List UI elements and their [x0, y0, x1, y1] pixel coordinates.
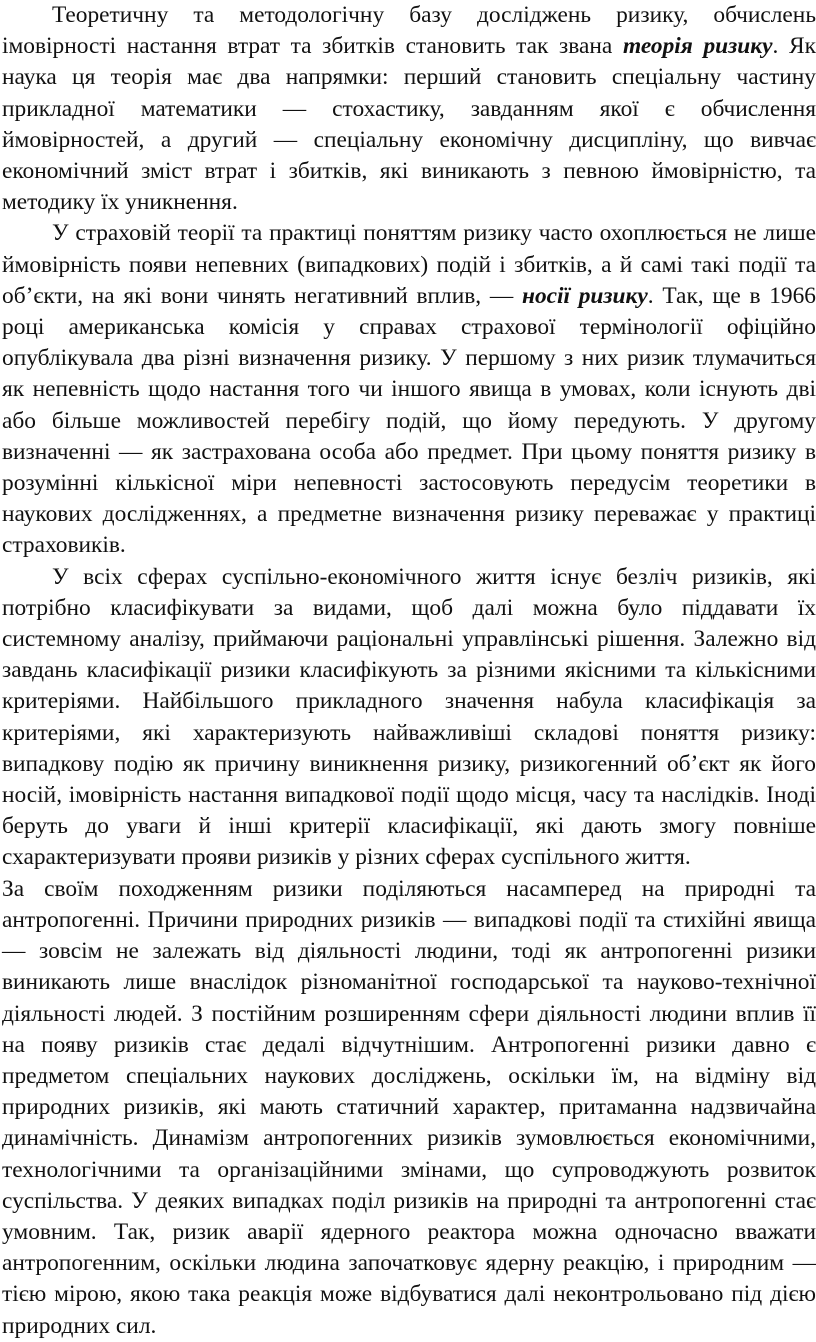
paragraph-text: У страховій теорії та практиці поняттям ризику часто охоплюється не лише ймовірність появи непевних (випадкових) подій і збитків, а й самі такі події та об’єкти, на які вони чинять негативний вплив, —: [2, 220, 816, 309]
paragraph-risk-classification: У всіх сферах суспільно-економічного життя існує безліч ризиків, які потрібно класифікувати за видами, щоб далі можна було піддавати їх системному аналізу, приймаючи раціональні управлінські рішення. Залежно від завдань класифікації ризики класифікують за різними якісними та кількісними критеріями. Найбільшого прикладного значення набула класифікація за критеріями, які характеризують найважливіші складові поняття ризику: випадкову подію як причину виникнення ризику, ризикогенний об’єкт як його носій, імовірність настання випадкової події щодо місця, часу та наслідків. Іноді беруть до уваги й інші критерії класифікації, які дають змогу повніше схарактеризувати прояви ризиків у різних сферах суспільного життя.: [2, 563, 816, 871]
term-risk-carriers: носії ризику: [521, 282, 648, 309]
paragraph-risk-origin: За своїм походженням ризики поділяються насамперед на природні та антропогенні. Причини природних ризиків — випадкові події та стихійні явища — зовсім не залежать від діяльності людини, тоді як антропогенні ризики виникають лише внаслідок різноманітної господарської та науково-технічної діяльності людей. З постійним розширенням сфери діяльності людини вплив її на появу ризиків стає дедалі відчутнішим. Антропогенні ризики давно є предметом спеціальних наукових досліджень, оскільки їм, на відміну від природних ризиків, які мають статичний характер, притаманна надзвичайна динамічність. Динамізм антропогенних ризиків зумовлюється економічними, технологічними та організаційними змінами, що супроводжують розвиток суспільства. У деяких випадках поділ ризиків на природні та антропогенні стає умовним. Так, ризик аварії ядерного реактора можна одночасно вважати антропогенним, оскільки людина започатковує ядерну реакцію, і природним — тією мірою, якою така реакція може відбуватися далі неконтрольовано під дією природних сил.: [2, 875, 816, 1339]
paragraph-text: . Як наука ця теорія має два напрямки: перший становить спеціальну частину прикладної математики — стохастику, завданням якої є обчислення ймовірностей, а другий — спеціальну економічну дисципліну, що вивчає економічний зміст втрат і збитків, які виникають з певною ймовірністю, та методику їх уникнення.: [2, 33, 816, 216]
paragraph-text: . Так, ще в 1966 році американська комісія у справах страхової термінології офіційно опублікувала два різні визначення ризику. У першому з них ризик тлумачиться як непевність щодо настання того чи іншого явища в умовах, коли існують дві або більше можливостей перебігу подій, що йому передують. У другому визначенні — як застрахована особа або предмет. При цьому поняття ризику в розумінні кількісної міри непевності застосовують передусім теоретики в наукових дослідженнях, а предметне визначення ризику переважає у практиці страховиків.: [2, 282, 816, 559]
paragraph-risk-theory: [2, 0, 816, 218]
paragraph-insurance-risk: [2, 218, 816, 561]
term-risk-theory: теорія ризику: [622, 33, 773, 60]
paragraph-text: Теоретичну та методологічну базу досліджень ризику, обчислень імовірності настання втрат та збитків становить так звана: [2, 2, 816, 60]
